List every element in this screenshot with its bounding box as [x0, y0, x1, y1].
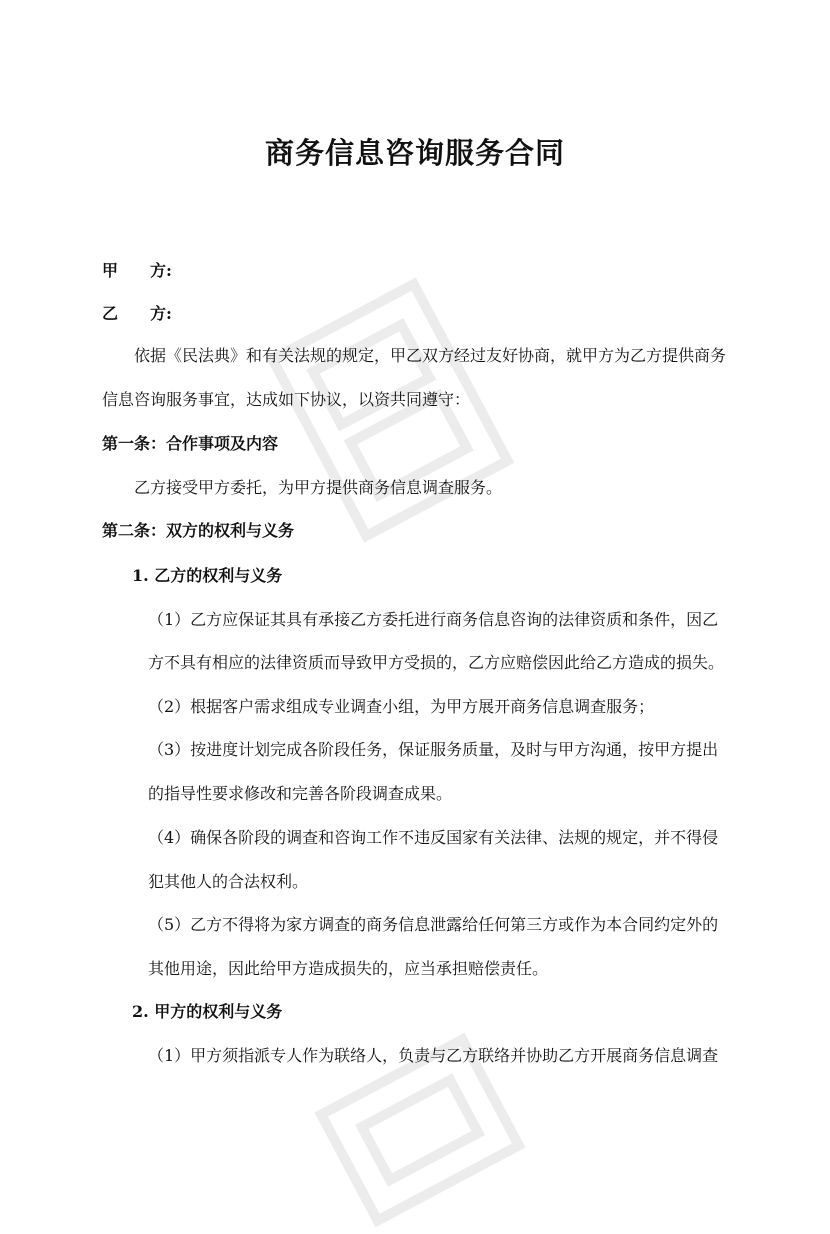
section-1-heading: 1. 乙方的权利与义务 — [132, 566, 283, 585]
section-1-item-1-line-2: 方不具有相应的法律资质而导致甲方受损的，乙方应赔偿因此给乙方造成的损失。 — [148, 653, 725, 672]
section-1-item-5-line-2: 其他用途，因此给甲方造成损失的，应当承担赔偿责任。 — [148, 959, 549, 978]
section-2-heading: 2. 甲方的权利与义务 — [132, 1002, 283, 1021]
article-1-heading: 第一条：合作事项及内容 — [102, 434, 279, 453]
section-1-item-1-line-1: （1）乙方应保证其具有承接乙方委托进行商务信息咨询的法律资质和条件，因乙 — [148, 610, 719, 629]
section-1-item-3-line-2: 的指导性要求修改和完善各阶段调查成果。 — [148, 784, 453, 803]
section-1-item-3-line-1: （3）按进度计划完成各阶段任务，保证服务质量，及时与甲方沟通，按甲方提出 — [148, 740, 719, 759]
document-title: 商务信息咨询服务合同 — [264, 136, 565, 170]
section-1-item-5-line-1: （5）乙方不得将为家方调查的商务信息泄露给任何第三方或作为本合同约定外的 — [148, 915, 719, 934]
section-1-item-4-line-1: （4）确保各阶段的调查和咨询工作不违反国家有关法律、法规的规定，并不得侵 — [148, 828, 719, 847]
section-1-item-4-line-2: 犯其他人的合法权利。 — [148, 872, 309, 891]
section-1-item-2-line-1: （2）根据客户需求组成专业调查小组，为甲方展开商务信息调查服务； — [148, 697, 655, 716]
article-2-heading: 第二条：双方的权利与义务 — [102, 521, 295, 540]
article-1-body: 乙方接受甲方委托，为甲方提供商务信息调查服务。 — [134, 478, 503, 497]
section-2-item-1-line-1: （1）甲方须指派专人作为联络人，负责与乙方联络并协助乙方开展商务信息调查 — [148, 1046, 719, 1065]
intro-paragraph-line-2: 信息咨询服务事宜，达成如下协议，以资共同遵守： — [102, 390, 471, 409]
intro-paragraph-line-1: 依据《民法典》和有关法规的规定，甲乙双方经过友好协商，就甲方为乙方提供商务 — [134, 346, 727, 365]
party-a-label: 甲 方: — [102, 261, 172, 280]
party-b-label: 乙 方: — [102, 304, 172, 323]
